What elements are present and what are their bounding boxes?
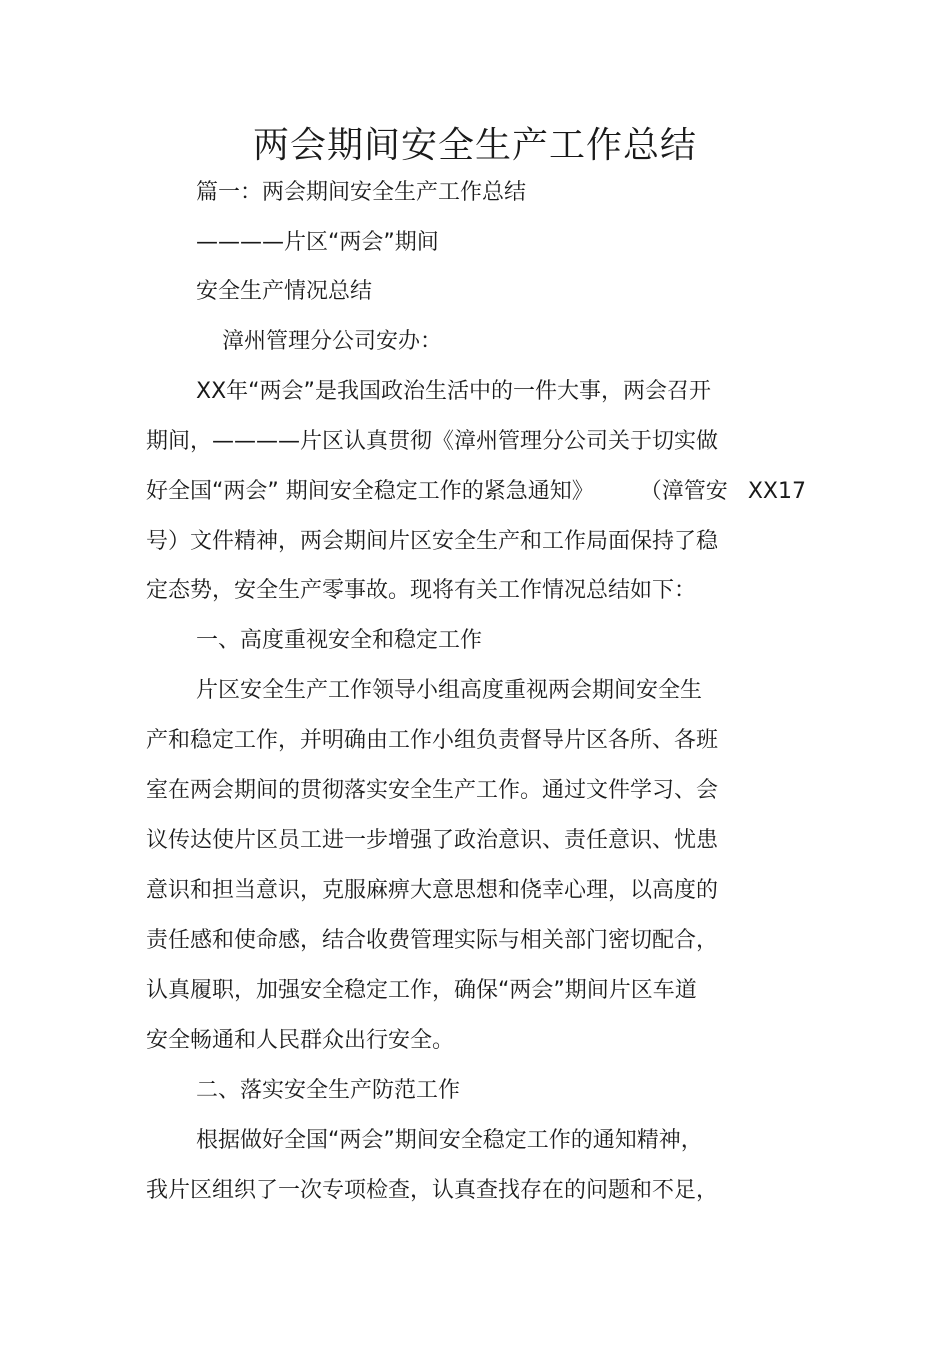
- paragraph-line: 责任感和使命感，结合收费管理实际与相关部门密切配合，: [146, 928, 719, 953]
- paragraph-line: 认真履职，加强安全稳定工作，确保“两会”期间片区车道: [146, 978, 697, 1003]
- paragraph-segment: XX17: [747, 479, 806, 504]
- section-heading: 一、高度重视安全和稳定工作: [196, 628, 483, 653]
- chapter-heading: 篇一：两会期间安全生产工作总结: [196, 180, 527, 205]
- paragraph-line: XX年“两会”是我国政治生活中的一件大事，两会召开: [196, 379, 711, 404]
- subtitle-line: 安全生产情况总结: [196, 279, 373, 304]
- paragraph-line: 议传达使片区员工进一步增强了政治意识、责任意识、忧患: [146, 828, 719, 853]
- paragraph-segment: 好全国“两会” 期间安全稳定工作的紧急通知》: [146, 479, 594, 504]
- subtitle-line: ————片区“两会”期间: [196, 230, 439, 255]
- paragraph-line: 期间，————片区认真贯彻《漳州管理分公司关于切实做: [146, 429, 719, 454]
- paragraph-line: 室在两会期间的贯彻落实安全生产工作。通过文件学习、会: [146, 778, 719, 803]
- document-title: 两会期间安全生产工作总结: [252, 125, 697, 166]
- paragraph-line: 安全畅通和人民群众出行安全。: [146, 1028, 455, 1053]
- section-heading: 二、落实安全生产防范工作: [196, 1078, 461, 1103]
- paragraph-line: 意识和担当意识，克服麻痹大意思想和侥幸心理，以高度的: [146, 878, 719, 903]
- paragraph-line: 产和稳定工作，并明确由工作小组负责督导片区各所、各班: [146, 728, 719, 753]
- paragraph-line: [146, 477, 806, 507]
- addressee-line: 漳州管理分公司安办：: [222, 329, 443, 354]
- paragraph-line: 我片区组织了一次专项检查，认真查找存在的问题和不足，: [146, 1178, 719, 1203]
- paragraph-line: 根据做好全国“两会”期间安全稳定工作的通知精神，: [196, 1128, 703, 1153]
- paragraph-line: 定态势，安全生产零事故。现将有关工作情况总结如下：: [146, 578, 697, 603]
- paragraph-line: 号）文件精神，两会期间片区安全生产和工作局面保持了稳: [146, 529, 719, 554]
- paragraph-segment: （漳管安: [639, 479, 728, 504]
- paragraph-line: 片区安全生产工作领导小组高度重视两会期间安全生: [196, 678, 703, 703]
